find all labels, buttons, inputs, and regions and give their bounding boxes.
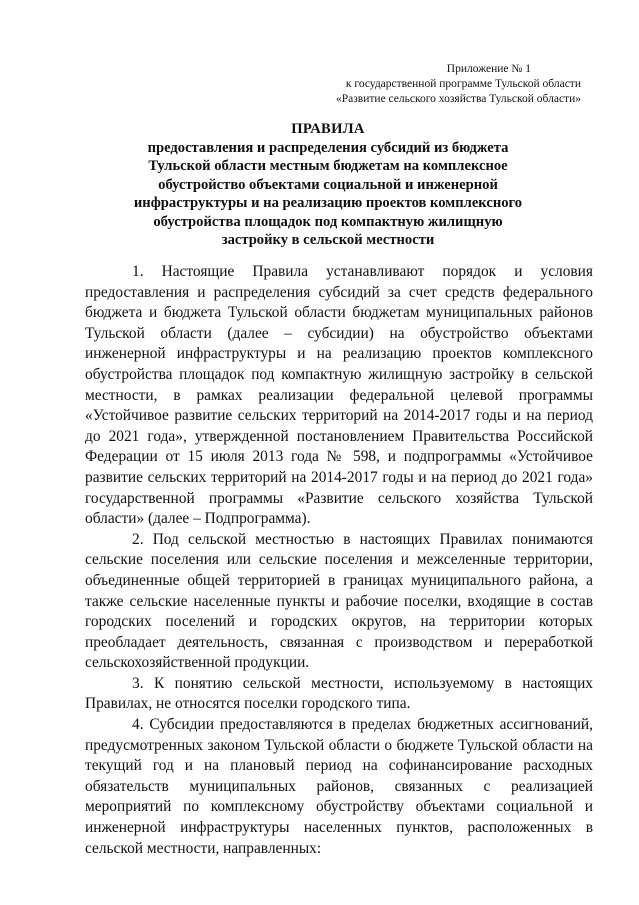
appendix-header xyxy=(281,62,581,107)
title-line: Тульской области местным бюджетам на комплексное xyxy=(148,158,508,174)
paragraph-3: 3. К понятию сельской местности, используемому в настоящих Правилах, не относятся поселки городского типа. xyxy=(85,674,593,713)
paragraph-1: 1. Настоящие Правила устанавливают порядок и условия предоставления и распределения субсидий за счет средств федерального бюджета и бюджета Тульской области бюджетам муниципальных районов Тульской области (далее – субсидии) на обустройство объектами инженерной инфраструктуры и на реализацию проектов комплексного обустройства площадок под компактную жилищную застройку в сельской местности, в рамках реализации федеральной целевой программы «Устойчивое развитие сельских территорий на 2014-2017 годы и на период до 2021 года», утвержденной постановлением Правительства Российской Федерации от 15 июля 2013 года № 598, и подпрограммы «Устойчивое развитие сельских территорий на 2014-2017 годы и на период до 2021 года» государственной программы «Развитие сельского хозяйства Тульской области» (далее – Подпрограмма). xyxy=(85,263,593,528)
document-title xyxy=(88,120,568,250)
title-line: инфраструктуры и на реализацию проектов комплексного xyxy=(133,195,523,211)
appendix-number: Приложение № 1 xyxy=(446,63,531,75)
paragraph-2: 2. Под сельской местностью в настоящих Правилах понимаются сельские поселения или сельские поселения и межселенные территории, объединенные общей территорией в границах муниципального района, а также сельские населенные пункты и рабочие поселки, входящие в состав городских поселений и городских округов, на территории которых преобладает деятельность, связанная с производством и переработкой сельскохозяйственной продукции. xyxy=(85,530,593,672)
title-line: обустройства площадок под компактную жилищную xyxy=(153,213,503,230)
paragraph-4: 4. Субсидии предоставляются в пределах бюджетных ассигнований, предусмотренных законом Тульской области о бюджете Тульской области на текущий год и на плановый период на софинансирование расходных обязательств муниципальных районов, связанных с реализацией мероприятий по комплексному обустройству объектами социальной и инженерной инфраструктуры населенных пунктов, расположенных в сельской местности, направленных: xyxy=(85,716,593,857)
document-body xyxy=(85,262,593,859)
title-heading: ПРАВИЛА xyxy=(291,121,365,137)
title-line: обустройство объектами социальной и инженерной xyxy=(158,176,498,193)
appendix-program-line: к государственной программе Тульской области xyxy=(345,78,581,90)
appendix-program-name: «Развитие сельского хозяйства Тульской области» xyxy=(336,93,581,105)
title-line: застройку в сельской местности xyxy=(221,232,435,248)
title-line: предоставления и распределения субсидий из бюджета xyxy=(147,139,509,156)
